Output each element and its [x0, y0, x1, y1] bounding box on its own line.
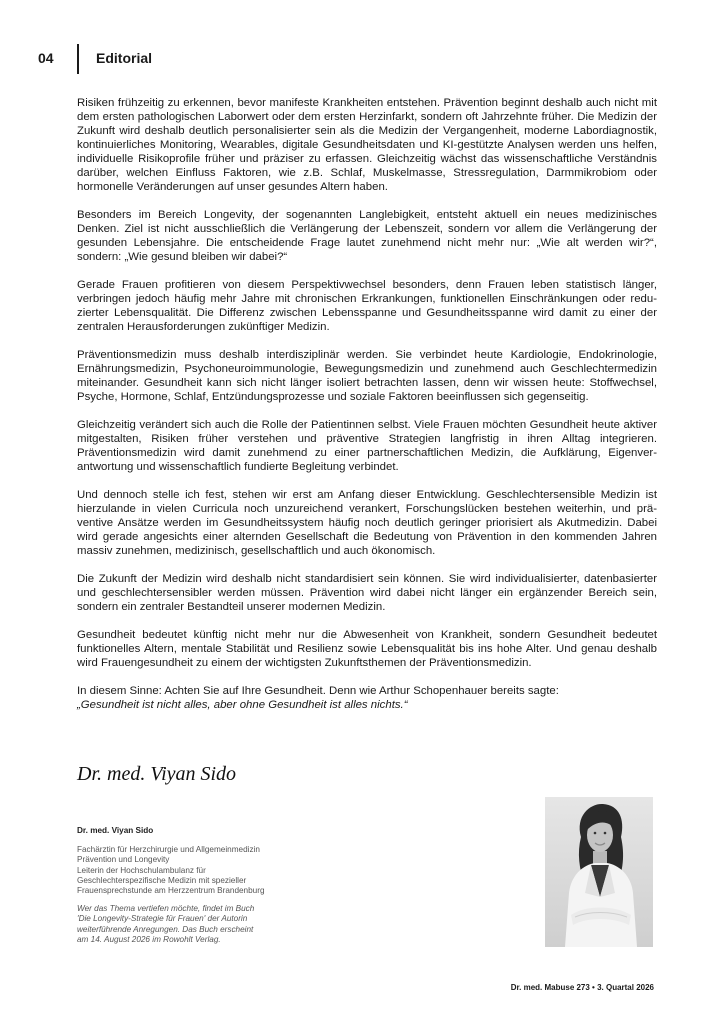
- bio-line: Prävention und Longevity: [77, 855, 170, 865]
- book-note-line: weiterführende Anregungen. Das Buch erscheint: [77, 924, 254, 934]
- paragraph: Präventionsmedizin muss deshalb interdisziplinär werden. Sie verbindet heute Kardiologie, Endokrinologie, Ernährungsmedizin, Psychoneuroimmunologie, Bewegungsmedizin und zunehmend auch Geschlechtermedizin miteinander. Gesundheit kann sich nicht länger isoliert betrachten lassen, denn wir wissen heute: Stoffwechsel, Psyche, Hormone, Schlaf, Entzündungsprozesse und soziale Faktoren beeinflussen sich gegenseitig.: [77, 349, 657, 403]
- book-note: [77, 904, 377, 945]
- author-portrait: [545, 797, 653, 947]
- paragraph: Und dennoch stelle ich fest, stehen wir erst am Anfang dieser Entwicklung. Geschlechtersensible Medizin ist hierzulande in vielen Curricula noch unzureichend verankert, Forschungslücken bestehen weiterhin, und präventive Ansätze werden im Gesundheitssystem häufig noch deutlich geringer priorisiert als Akutmedizin. Dabei wird gerade angesichts einer alternden Gesellschaft die Bedeutung von Prävention in den kommenden Jahren massiv zunehmen, medizinisch, gesellschaftlich und auch ökonomisch.: [77, 489, 657, 557]
- author-signature: Dr. med. Viyan Sido: [77, 763, 237, 785]
- closing-intro: In diesem Sinne: Achten Sie auf Ihre Gesundheit. Denn wie Arthur Schopenhauer bereits sagte:: [77, 685, 559, 697]
- book-note-line: 'Die Longevity-Strategie für Frauen' der Autorin: [77, 914, 248, 924]
- paragraph: Gerade Frauen profitieren von diesem Perspektivwechsel besonders, denn Frauen leben statistisch länger, verbringen jedoch häufig mehr Jahre mit chronischen Erkrankungen, funktionellen Einschränkungen oder reduzierter Lebensqualität. Die Differenz zwischen Lebensspanne und Gesundheitsspanne wird damit zu einer der zentralen Herausforderungen zukünftiger Medizin.: [77, 279, 657, 333]
- paragraph: Gesundheit bedeutet künftig nicht mehr nur die Abwesenheit von Krankheit, sondern Gesundheit bedeutet funktionelles Altern, mentale Stabilität und Resilienz sowie Lebensqualität bis ins hohe Alter. Und genau deshalb wird Frauengesundheit zu einem der wichtigsten Zukunftsthemen der Präventionsmedizin.: [77, 629, 657, 669]
- article-body: [77, 96, 657, 712]
- section-title: Editorial: [96, 50, 153, 66]
- paragraph: Die Zukunft der Medizin wird deshalb nicht standardisiert sein können. Sie wird individualisierter, datenbasierter und geschlechtersensibler werden müssen. Prävention wird dabei nicht länger ein ergänzender Bereich sein, sondern ein zentraler Bestandteil unserer modernen Medizin.: [77, 573, 657, 613]
- footer-publication: Dr. med. Mabuse 273 • 3. Quartal 2026: [510, 983, 654, 992]
- book-note-line: am 14. August 2026 im Rowohlt Verlag.: [77, 934, 221, 944]
- bio-line: Fachärztin für Herzchirurgie und Allgemeinmedizin: [77, 845, 260, 855]
- closing-paragraph: [77, 684, 657, 712]
- book-note-line: Wer das Thema vertiefen möchte, findet im Buch: [77, 904, 255, 914]
- author-bio: [77, 826, 377, 945]
- bio-line: Frauensprechstunde am Herzzentrum Brandenburg: [77, 886, 265, 896]
- bio-credentials: [77, 845, 377, 896]
- closing-quote: „Gesundheit ist nicht alles, aber ohne Gesundheit ist alles nichts.“: [77, 699, 408, 711]
- bio-line: Leiterin der Hochschulambulanz für: [77, 865, 206, 875]
- paragraph: Gleichzeitig verändert sich auch die Rolle der Patientinnen selbst. Viele Frauen möchten Gesundheit heute aktiver mitgestalten, Risiken früher verstehen und präventive Strategien langfristig in ihren Alltag integrieren. Präventionsmedizin wird damit zunehmend zu einer partnerschaftlichen Medizin, die Aufklärung, Eigenverantwortung und wissenschaftlich fundierte Begleitung verbindet.: [77, 419, 657, 473]
- portrait-illustration: [545, 797, 653, 947]
- paragraph: Risiken frühzeitig zu erkennen, bevor manifeste Krankheiten entstehen. Prävention beginnt deshalb auch nicht mit dem ersten pathologischen Laborwert oder dem ersten Herzinfarkt, sondern oft Jahrzehnte früher. Die Medizin der Zukunft wird deshalb deutlich personalisierter sein als die Medizin der Vergangenheit, moderne Labordiagnostik, kontinuierliches Monitoring, Wearables, digitale Gesundheitsdaten und KI-gestützte Analysen werden uns helfen, individuelle Risikoprofile früher und präziser zu erfassen. Gleichzeitig wächst das wissenschaftliche Verständnis darüber, welchen Einfluss Faktoren, wie z.B. Schlaf, Muskelmasse, Stressregulation, Darmmikrobiom oder hormonelle Veränderungen auf unser gesundes Altern haben.: [77, 97, 657, 193]
- paragraph: Besonders im Bereich Longevity, der sogenannten Langlebigkeit, entsteht aktuell ein neues medizinisches Denken. Ziel ist nicht ausschließlich die Verlängerung der Lebenszeit, sondern vor allem die Verlängerung der gesunden Lebensjahre. Die entscheidende Frage lautet zunehmend nicht mehr nur: „Wie alt werden wir?“, sondern: „Wie gesund bleiben wir dabei?“: [77, 209, 657, 263]
- page-number: 04: [38, 50, 54, 66]
- header-divider: [77, 44, 79, 74]
- bio-line: Geschlechterspezifische Medizin mit spezieller: [77, 875, 247, 885]
- bio-name: Dr. med. Viyan Sido: [77, 826, 154, 835]
